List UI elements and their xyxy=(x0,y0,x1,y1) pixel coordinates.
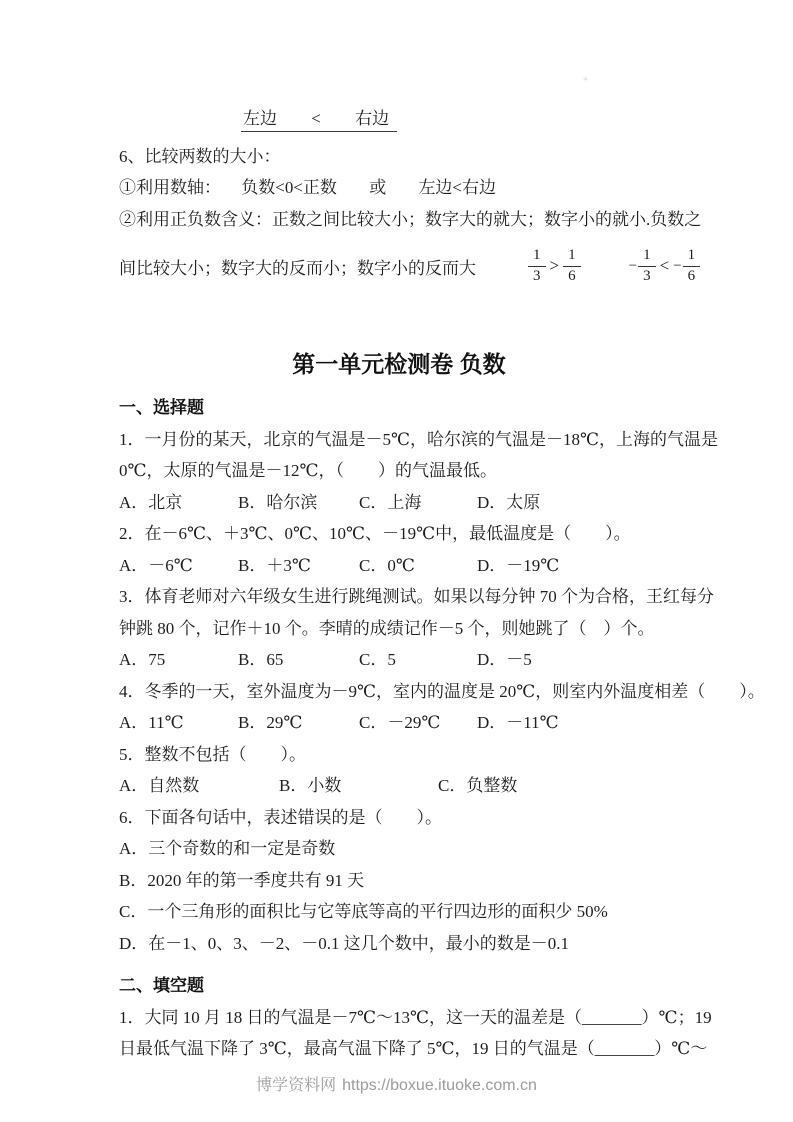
section-choice-header: 一、选择题 xyxy=(119,398,204,417)
option-b: B．＋3℃ xyxy=(238,555,311,575)
question-6-option-b: B．2020 年的第一季度共有 91 天 xyxy=(119,870,365,890)
fill-1-text-post2: ）℃～ xyxy=(654,1039,708,1058)
question-3-line2: 钟跳 80 个，记作＋10 个。李晴的成绩记作－5 个，则她跳了（ ）个。 xyxy=(119,618,655,638)
option-a: A．75 xyxy=(119,650,166,669)
question-3-line1: 3．体育老师对六年级女生进行跳绳测试。如果以每分钟 70 个为合格，王红每分 xyxy=(119,587,714,606)
denominator: 6 xyxy=(568,267,576,284)
denominator: 3 xyxy=(643,267,651,284)
numerator: 1 xyxy=(528,247,546,266)
ref-operator: < xyxy=(311,109,321,128)
fraction-comparison-positive xyxy=(528,247,581,285)
option-c: C．负整数 xyxy=(438,776,518,795)
note-meaning-line1: ②利用正负数含义：正数之间比较大小；数字大的就大；数字小的就小.负数之 xyxy=(119,209,702,229)
fraction-one-sixth xyxy=(563,247,581,285)
option-d: D．－19℃ xyxy=(477,555,560,575)
question-5-options xyxy=(119,770,679,802)
greater-than-sign: > xyxy=(549,256,560,275)
option-d: D．－11℃ xyxy=(477,713,559,732)
footer-site-name: 博学资料网 xyxy=(256,1077,337,1094)
section-fill-header: 二、填空题 xyxy=(119,976,204,995)
ref-right-text: 右边 xyxy=(355,109,390,128)
fraction-one-third xyxy=(528,247,546,285)
note-axis-expr1: 负数<0<正数 xyxy=(241,178,337,197)
top-margin xyxy=(119,0,679,103)
footer-watermark xyxy=(0,1072,793,1095)
option-a: A．－6℃ xyxy=(119,555,193,575)
document-content xyxy=(119,0,765,1065)
fraction-neg-one-sixth xyxy=(683,247,701,285)
fraction-comparison-negative xyxy=(629,247,701,285)
question-1-options xyxy=(119,487,679,519)
option-c: C．上海 xyxy=(359,492,422,512)
option-a: A．11℃ xyxy=(119,713,184,732)
page-title: 第一单元检测卷 负数 xyxy=(292,351,506,377)
option-d: D．－5 xyxy=(477,650,532,669)
question-2-options xyxy=(119,550,679,582)
question-4-line1: 4．冬季的一天，室外温度为－9℃，室内的温度是 20℃，则室内外温度相差（ ）。 xyxy=(119,681,765,701)
option-c: C．5 xyxy=(359,650,396,669)
question-1-line1: 1．一月份的某天，北京的气温是－5℃，哈尔滨的气温是－18℃，上海的气温是 xyxy=(119,429,719,449)
question-1-line2: 0℃，太原的气温是－12℃，（ ）的气温最低。 xyxy=(119,461,498,480)
ref-left-text: 左边 xyxy=(243,109,277,128)
fill-1-blank-2: _______ xyxy=(594,1039,655,1058)
numerator: 1 xyxy=(638,247,656,266)
note-meaning-line2: 间比较大小；数字大的反而小；数字小的反而大 xyxy=(119,258,476,278)
question-6-option-a: A．三个奇数的和一定是奇数 xyxy=(119,839,336,858)
footer-url-link[interactable]: https://boxue.ituoke.com.cn xyxy=(342,1077,537,1094)
note-axis-expr2: 左边<右边 xyxy=(418,178,497,197)
option-b: B．65 xyxy=(238,650,284,669)
option-c: C．－29℃ xyxy=(359,713,441,732)
option-c: C．0℃ xyxy=(359,555,415,575)
denominator: 6 xyxy=(687,267,696,284)
question-3-options xyxy=(119,644,679,676)
reference-answer-line xyxy=(119,103,679,135)
denominator: 3 xyxy=(533,267,541,284)
underlined-answer xyxy=(241,107,397,132)
option-a: A．北京 xyxy=(119,492,183,512)
note-meaning-line2-with-fractions xyxy=(119,241,696,291)
option-a: A．自然数 xyxy=(119,776,200,795)
fill-1-blank-1: _______ xyxy=(582,1007,642,1027)
numerator: 1 xyxy=(683,247,701,266)
faint-watermark-mark: * xyxy=(583,76,588,87)
question-6-option-c: C．一个三角形的面积比与它等底等高的平行四边形的面积少 50% xyxy=(119,902,608,921)
fill-question-1-line1 xyxy=(119,1002,712,1034)
note-axis-label: ①利用数轴： xyxy=(119,178,221,197)
option-b: B．29℃ xyxy=(238,713,303,732)
numerator: 1 xyxy=(563,247,581,266)
fill-question-1-line2 xyxy=(119,1033,708,1065)
minus-sign: − xyxy=(673,257,682,274)
less-than-sign: < xyxy=(659,256,670,275)
question-4-options xyxy=(119,707,679,739)
fraction-neg-one-third xyxy=(638,247,656,285)
fill-1-text-pre: 1．大同 10 月 18 日的气温是－7℃～13℃，这一天的温差是（ xyxy=(119,1007,583,1027)
question-5-line1: 5．整数不包括（ ）。 xyxy=(119,744,306,764)
question-6-option-d: D．在－1、0、3、－2、－0.1 这几个数中，最小的数是－0.1 xyxy=(119,933,570,953)
fill-1-text-post: ）℃；19 xyxy=(641,1007,712,1027)
option-d: D．太原 xyxy=(477,492,541,512)
option-b: B．哈尔滨 xyxy=(238,492,318,512)
option-b: B．小数 xyxy=(279,776,342,795)
minus-sign: − xyxy=(628,257,638,274)
fill-1-text-pre2: 日最低气温下降了 3℃，最高气温下降了 5℃，19 日的气温是（ xyxy=(119,1039,595,1058)
note-axis-line xyxy=(119,172,679,204)
note-axis-or: 或 xyxy=(369,178,387,197)
question-6-line1: 6．下面各句话中，表述错误的是（ ）。 xyxy=(119,807,442,827)
question-2-line1: 2．在－6℃、＋3℃、0℃、10℃、－19℃中，最低温度是（ ）。 xyxy=(119,524,631,543)
note-item-6: 6、比较两数的大小： xyxy=(119,146,281,166)
